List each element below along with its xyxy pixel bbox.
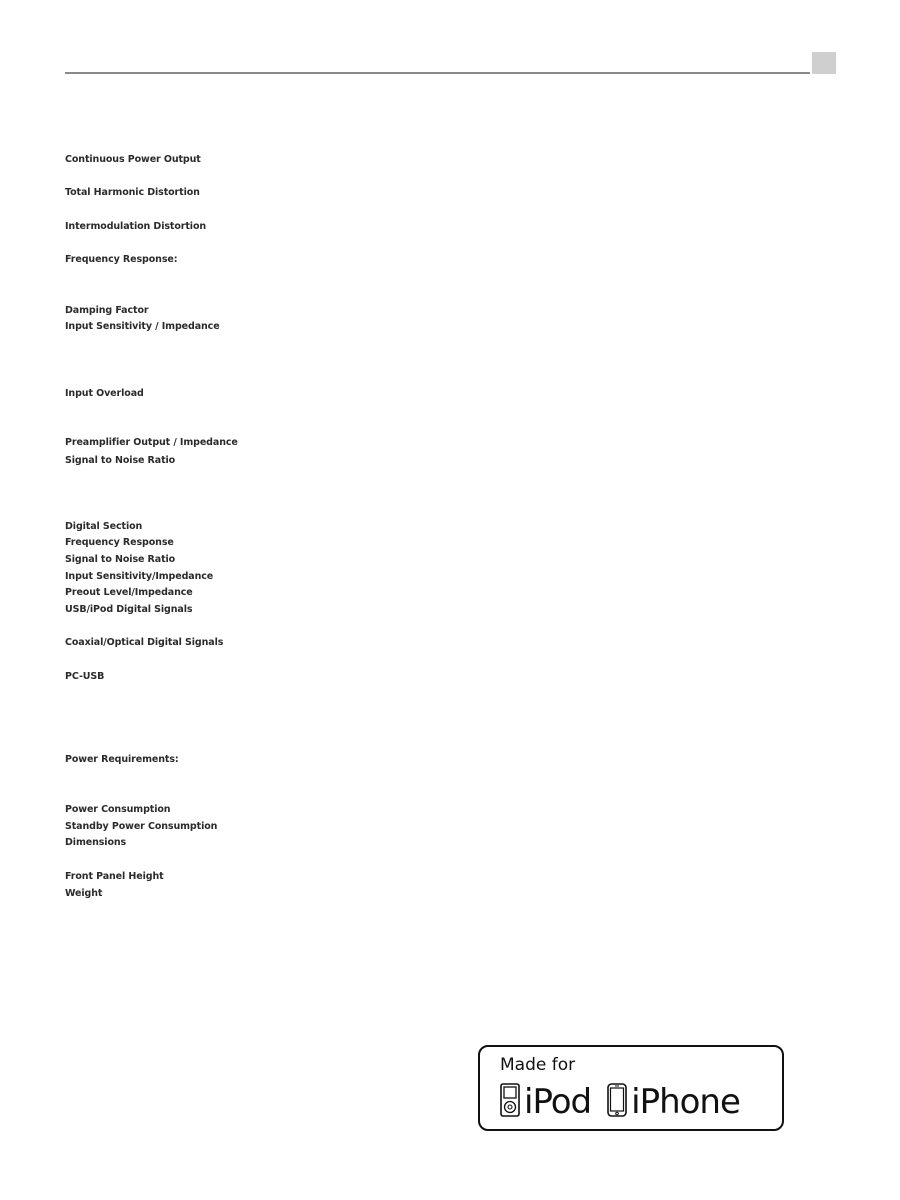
badge-ipod-text: iPod: [524, 1082, 592, 1122]
ipod-classic-icon: [500, 1083, 520, 1121]
header-rule: [65, 72, 810, 74]
spec-label-standby-power-consumption: Standby Power Consumption: [65, 821, 218, 832]
spec-label-intermodulation-distortion: Intermodulation Distortion: [65, 221, 207, 232]
spec-label-damping-factor: Damping Factor: [65, 305, 149, 316]
page-tab-marker: [812, 52, 836, 74]
badge-device-row: [500, 1081, 740, 1123]
spec-label-pc-usb: PC-USB: [65, 671, 105, 682]
badge-made-for-text: Made for: [500, 1055, 576, 1075]
made-for-ipod-iphone-badge: [478, 1045, 784, 1131]
spec-label-total-harmonic-distortion: Total Harmonic Distortion: [65, 187, 200, 198]
spec-label-usb-ipod-digital-signals: USB/iPod Digital Signals: [65, 604, 193, 615]
spec-label-input-sensitivity-impedance: Input Sensitivity / Impedance: [65, 321, 220, 332]
spec-label-digital-input-sensitivity-impedance: Input Sensitivity/Impedance: [65, 571, 214, 582]
spec-label-power-consumption: Power Consumption: [65, 804, 171, 815]
spec-label-front-panel-height: Front Panel Height: [65, 871, 164, 882]
spec-label-digital-frequency-response: Frequency Response: [65, 537, 174, 548]
spec-label-power-requirements: Power Requirements:: [65, 754, 179, 765]
spec-label-digital-signal-to-noise-ratio: Signal to Noise Ratio: [65, 554, 176, 565]
badge-iphone-text: iPhone: [631, 1082, 740, 1122]
spec-label-preout-level-impedance: Preout Level/Impedance: [65, 587, 193, 598]
spec-label-preamplifier-output-impedance: Preamplifier Output / Impedance: [65, 437, 238, 448]
spec-label-digital-section: Digital Section: [65, 521, 143, 532]
spec-label-coaxial-optical-digital-signals: Coaxial/Optical Digital Signals: [65, 637, 224, 648]
spec-label-input-overload: Input Overload: [65, 388, 144, 399]
iphone-icon: [607, 1083, 627, 1121]
spec-label-signal-to-noise-ratio: Signal to Noise Ratio: [65, 455, 176, 466]
spec-label-weight: Weight: [65, 888, 103, 899]
spec-label-continuous-power-output: Continuous Power Output: [65, 154, 201, 165]
spec-label-frequency-response: Frequency Response:: [65, 254, 178, 265]
spec-label-dimensions: Dimensions: [65, 837, 127, 848]
